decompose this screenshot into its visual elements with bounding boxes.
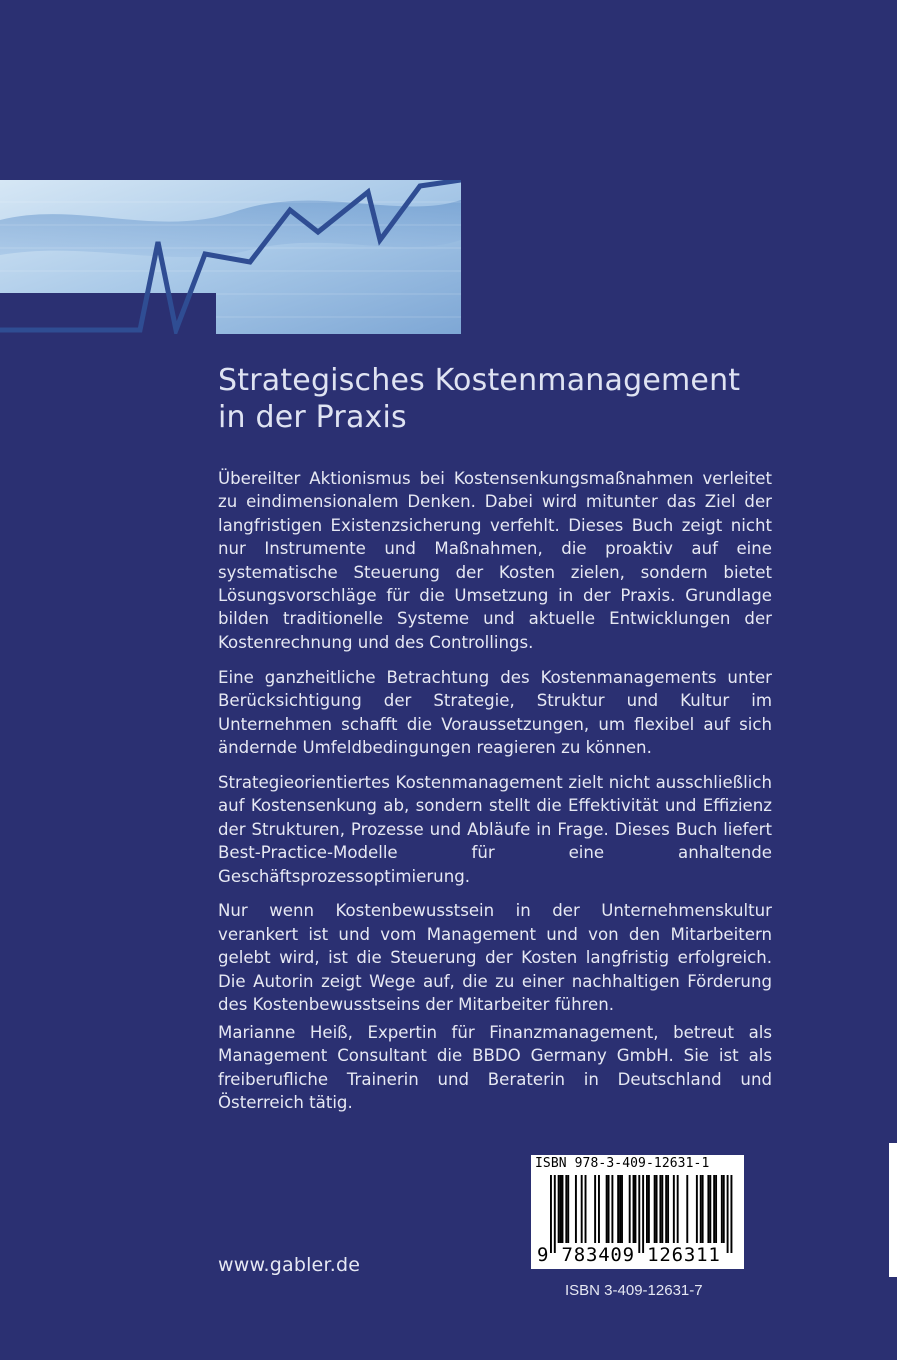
barcode-bar: [594, 1175, 596, 1243]
blurb: [218, 467, 772, 1028]
ean-digits: 9 783409 126311: [537, 1244, 721, 1266]
barcode-bar: [721, 1175, 723, 1243]
barcode-bar: [619, 1175, 621, 1243]
edge-strip: [889, 1143, 897, 1277]
publisher-website: www.gabler.de: [218, 1254, 361, 1276]
author-bio: Marianne Heiß, Expertin für Finanzmanagement, betreut als Management Consultant die BBDO Germany GmbH. Sie ist als freiberufliche Trainerin und Beraterin in Deutschland und Österreich tätig.: [218, 1023, 772, 1113]
barcode-bar: [727, 1175, 729, 1253]
title-line-2: in der Praxis: [218, 400, 407, 435]
barcode-bar: [560, 1175, 562, 1243]
barcode-bar: [621, 1175, 623, 1243]
barcode-bar: [700, 1175, 702, 1243]
isbn13-label: ISBN 978-3-409-12631-1: [535, 1156, 710, 1171]
barcode-bar: [707, 1175, 709, 1243]
title-line-1: Strategisches Kostenmanagement: [218, 363, 741, 398]
blurb-paragraph-3: Strategieorientiertes Kostenmanagement zielt nicht ausschließlich auf Kostensenkung ab, sondern stellt die Effektivität und Effizienz der Strukturen, Prozesse und Abläufe in Frage. Dieses Buch liefert Best-Practice-Modelle für eine anhaltende Geschäftsprozessoptimierung.: [218, 772, 772, 886]
barcode-bar: [656, 1175, 658, 1243]
barcode-bar: [659, 1175, 661, 1243]
barcode-bar: [558, 1175, 560, 1243]
barcode-bar: [654, 1175, 656, 1243]
chart-graphic-band: [0, 180, 461, 334]
blurb-paragraph-4: Nur wenn Kostenbewusstsein in der Unternehmenskultur verankert ist und vom Management und von den Mitarbeitern gelebt wird, ist die Steuerung der Kosten langfristig erfolgreich. Die Autorin zeigt Wege auf, die zu einer nachhaltigen Förderung des Kostenbewusstseins der Mitarbeiter führen.: [218, 901, 772, 1015]
barcode-bar: [723, 1175, 725, 1243]
isbn10-label: ISBN 3-409-12631-7: [565, 1282, 703, 1299]
barcode-bar: [642, 1175, 644, 1253]
blurb-paragraph-2: Eine ganzheitliche Betrachtung des Kostenmanagements unter Berücksichtigung der Strategie, Struktur und Kultur im Unternehmen schafft die Voraussetzungen, um flexibel auf sich ändernde Umfeldbedingungen reagieren zu können.: [218, 667, 772, 757]
barcode-bar: [611, 1175, 613, 1243]
barcode-bar: [629, 1175, 631, 1243]
barcode-bar: [585, 1175, 587, 1243]
barcode-bar: [581, 1175, 583, 1243]
barcode-bar: [665, 1175, 667, 1243]
barcode-bar: [634, 1175, 636, 1243]
barcode-bar: [715, 1175, 717, 1243]
barcode-bar: [646, 1175, 648, 1243]
barcode-bar: [702, 1175, 704, 1243]
barcode-bar: [709, 1175, 711, 1243]
barcode-bar: [677, 1175, 679, 1243]
barcode: [531, 1155, 744, 1269]
barcode-bar: [606, 1175, 608, 1243]
barcode-bar: [567, 1175, 569, 1243]
barcode-bar: [638, 1175, 640, 1253]
barcode-bar: [673, 1175, 675, 1243]
barcode-bar: [713, 1175, 715, 1243]
barcode-bar: [550, 1175, 552, 1253]
barcode-bar: [617, 1175, 619, 1243]
barcode-bar: [554, 1175, 556, 1253]
barcode-bar: [696, 1175, 698, 1243]
barcode-bar: [661, 1175, 663, 1243]
barcode-bar: [633, 1175, 635, 1243]
barcode-bar: [667, 1175, 669, 1243]
barcode-bar: [562, 1175, 564, 1243]
barcode-bar: [608, 1175, 610, 1243]
barcode-bar: [686, 1175, 688, 1243]
barcode-bar: [730, 1175, 732, 1253]
blurb-paragraph-1: Übereilter Aktionismus bei Kostensenkungsmaßnahmen verleitet zu eindimensionalem Denken. Dabei wird mitunter das Ziel der langfristigen Existenzsicherung verfehlt. Dieses Buch zeigt nicht nur Instrumente und Maßnahmen, die proaktiv auf eine systematische Steuerung der Kosten zielen, sondern bietet Lösungsvorschläge für die Umsetzung in der Praxis. Grundlage bilden traditionelle Systeme und aktuelle Entwicklungen der Kostenrechnung und des Controllings.: [218, 469, 772, 652]
barcode-bar: [565, 1175, 567, 1243]
barcode-bar: [648, 1175, 650, 1243]
barcode-bar: [598, 1175, 600, 1243]
barcode-bar: [575, 1175, 577, 1243]
book-title: [218, 362, 818, 436]
